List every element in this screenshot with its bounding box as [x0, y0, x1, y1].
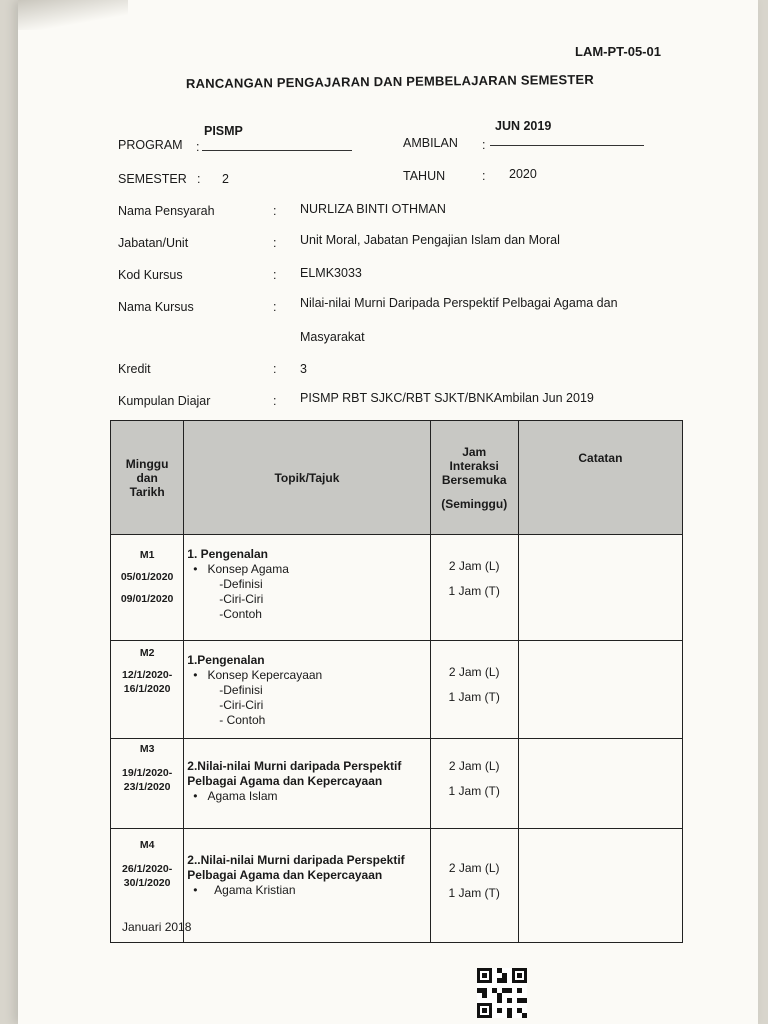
semester-label: SEMESTER: [118, 172, 187, 186]
notes-cell: [518, 739, 682, 829]
colon: :: [197, 172, 201, 186]
header-minggu: Minggu dan Tarikh: [111, 421, 184, 535]
colon: :: [273, 236, 277, 250]
class-group: PISMP RBT SJKC/RBT SJKT/BNKAmbilan Jun 2019: [300, 391, 594, 405]
header-jam: Jam Interaksi Bersemuka (Seminggu): [430, 421, 518, 535]
header-topik: Topik/Tajuk: [184, 421, 430, 535]
qr-code-icon: [477, 968, 527, 1018]
program-underline: [202, 150, 352, 151]
hours-cell: 2 Jam (L) 1 Jam (T): [430, 641, 518, 739]
table-header-row: [111, 421, 683, 535]
table-row: [111, 829, 683, 943]
detail-label: Kod Kursus: [118, 268, 183, 282]
course-code: ELMK3033: [300, 266, 362, 280]
lecturer-name: NURLIZA BINTI OTHMAN: [300, 202, 446, 216]
department: Unit Moral, Jabatan Pengajian Islam dan Moral: [300, 233, 560, 247]
colon: :: [273, 300, 277, 314]
week-cell: M1 05/01/2020 09/01/2020: [111, 535, 184, 641]
colon: :: [196, 140, 200, 154]
semester-value: 2: [222, 172, 229, 186]
document-code: LAM-PT-05-01: [575, 44, 661, 59]
notes-cell: [518, 535, 682, 641]
ambilan-label: AMBILAN: [403, 136, 458, 150]
page-fold: [18, 0, 128, 30]
week-cell: M2 12/1/2020- 16/1/2020: [111, 641, 184, 739]
document-title: RANCANGAN PENGAJARAN DAN PEMBELAJARAN SEMESTER: [185, 71, 594, 92]
detail-label: Kredit: [118, 362, 151, 376]
hours-cell: 2 Jam (L) 1 Jam (T): [430, 739, 518, 829]
colon: :: [273, 204, 277, 218]
topic-cell: 2..Nilai-nilai Murni daripada Perspektif Pelbagai Agama dan Kepercayaan • Agama Kristian: [184, 829, 430, 943]
ambilan-underline: [490, 145, 644, 146]
notes-cell: [518, 641, 682, 739]
detail-label: Nama Pensyarah: [118, 204, 215, 218]
detail-label: Kumpulan Diajar: [118, 394, 211, 408]
week-cell: M3 19/1/2020- 23/1/2020: [111, 739, 184, 829]
tahun-label: TAHUN: [403, 169, 446, 183]
colon: :: [273, 362, 277, 376]
program-label: PROGRAM: [118, 138, 183, 152]
table-row: [111, 739, 683, 829]
colon: :: [482, 169, 486, 183]
table-row: [111, 641, 683, 739]
week-cell: M4 26/1/2020- 30/1/2020: [111, 829, 184, 943]
notes-cell: [518, 829, 682, 943]
tahun-value: 2020: [509, 167, 537, 181]
header-catatan: Catatan: [518, 421, 682, 535]
course-name: Nilai-nilai Murni Daripada Perspektif Pelbagai Agama dan: [300, 296, 618, 310]
ambilan-value: JUN 2019: [495, 119, 552, 133]
hours-cell: 2 Jam (L) 1 Jam (T): [430, 829, 518, 943]
colon: :: [273, 268, 277, 282]
program-value: PISMP: [204, 124, 243, 138]
topic-cell: 1.Pengenalan • Konsep Kepercayaan -Definisi -Ciri-Ciri - Contoh: [184, 641, 430, 739]
table-row: [111, 535, 683, 641]
course-name-cont: Masyarakat: [300, 330, 365, 344]
footer-date: Januari 2018: [122, 920, 192, 934]
topic-cell: 1. Pengenalan • Konsep Agama -Definisi -Ciri-Ciri -Contoh: [184, 535, 430, 641]
colon: :: [482, 138, 486, 152]
hours-cell: 2 Jam (L) 1 Jam (T): [430, 535, 518, 641]
colon: :: [273, 394, 277, 408]
schedule-table: [110, 420, 683, 943]
credit-value: 3: [300, 362, 307, 376]
detail-label: Jabatan/Unit: [118, 236, 189, 250]
topic-cell: 2.Nilai-nilai Murni daripada Perspektif Pelbagai Agama dan Kepercayaan • Agama Islam: [184, 739, 430, 829]
detail-label: Nama Kursus: [118, 300, 194, 314]
